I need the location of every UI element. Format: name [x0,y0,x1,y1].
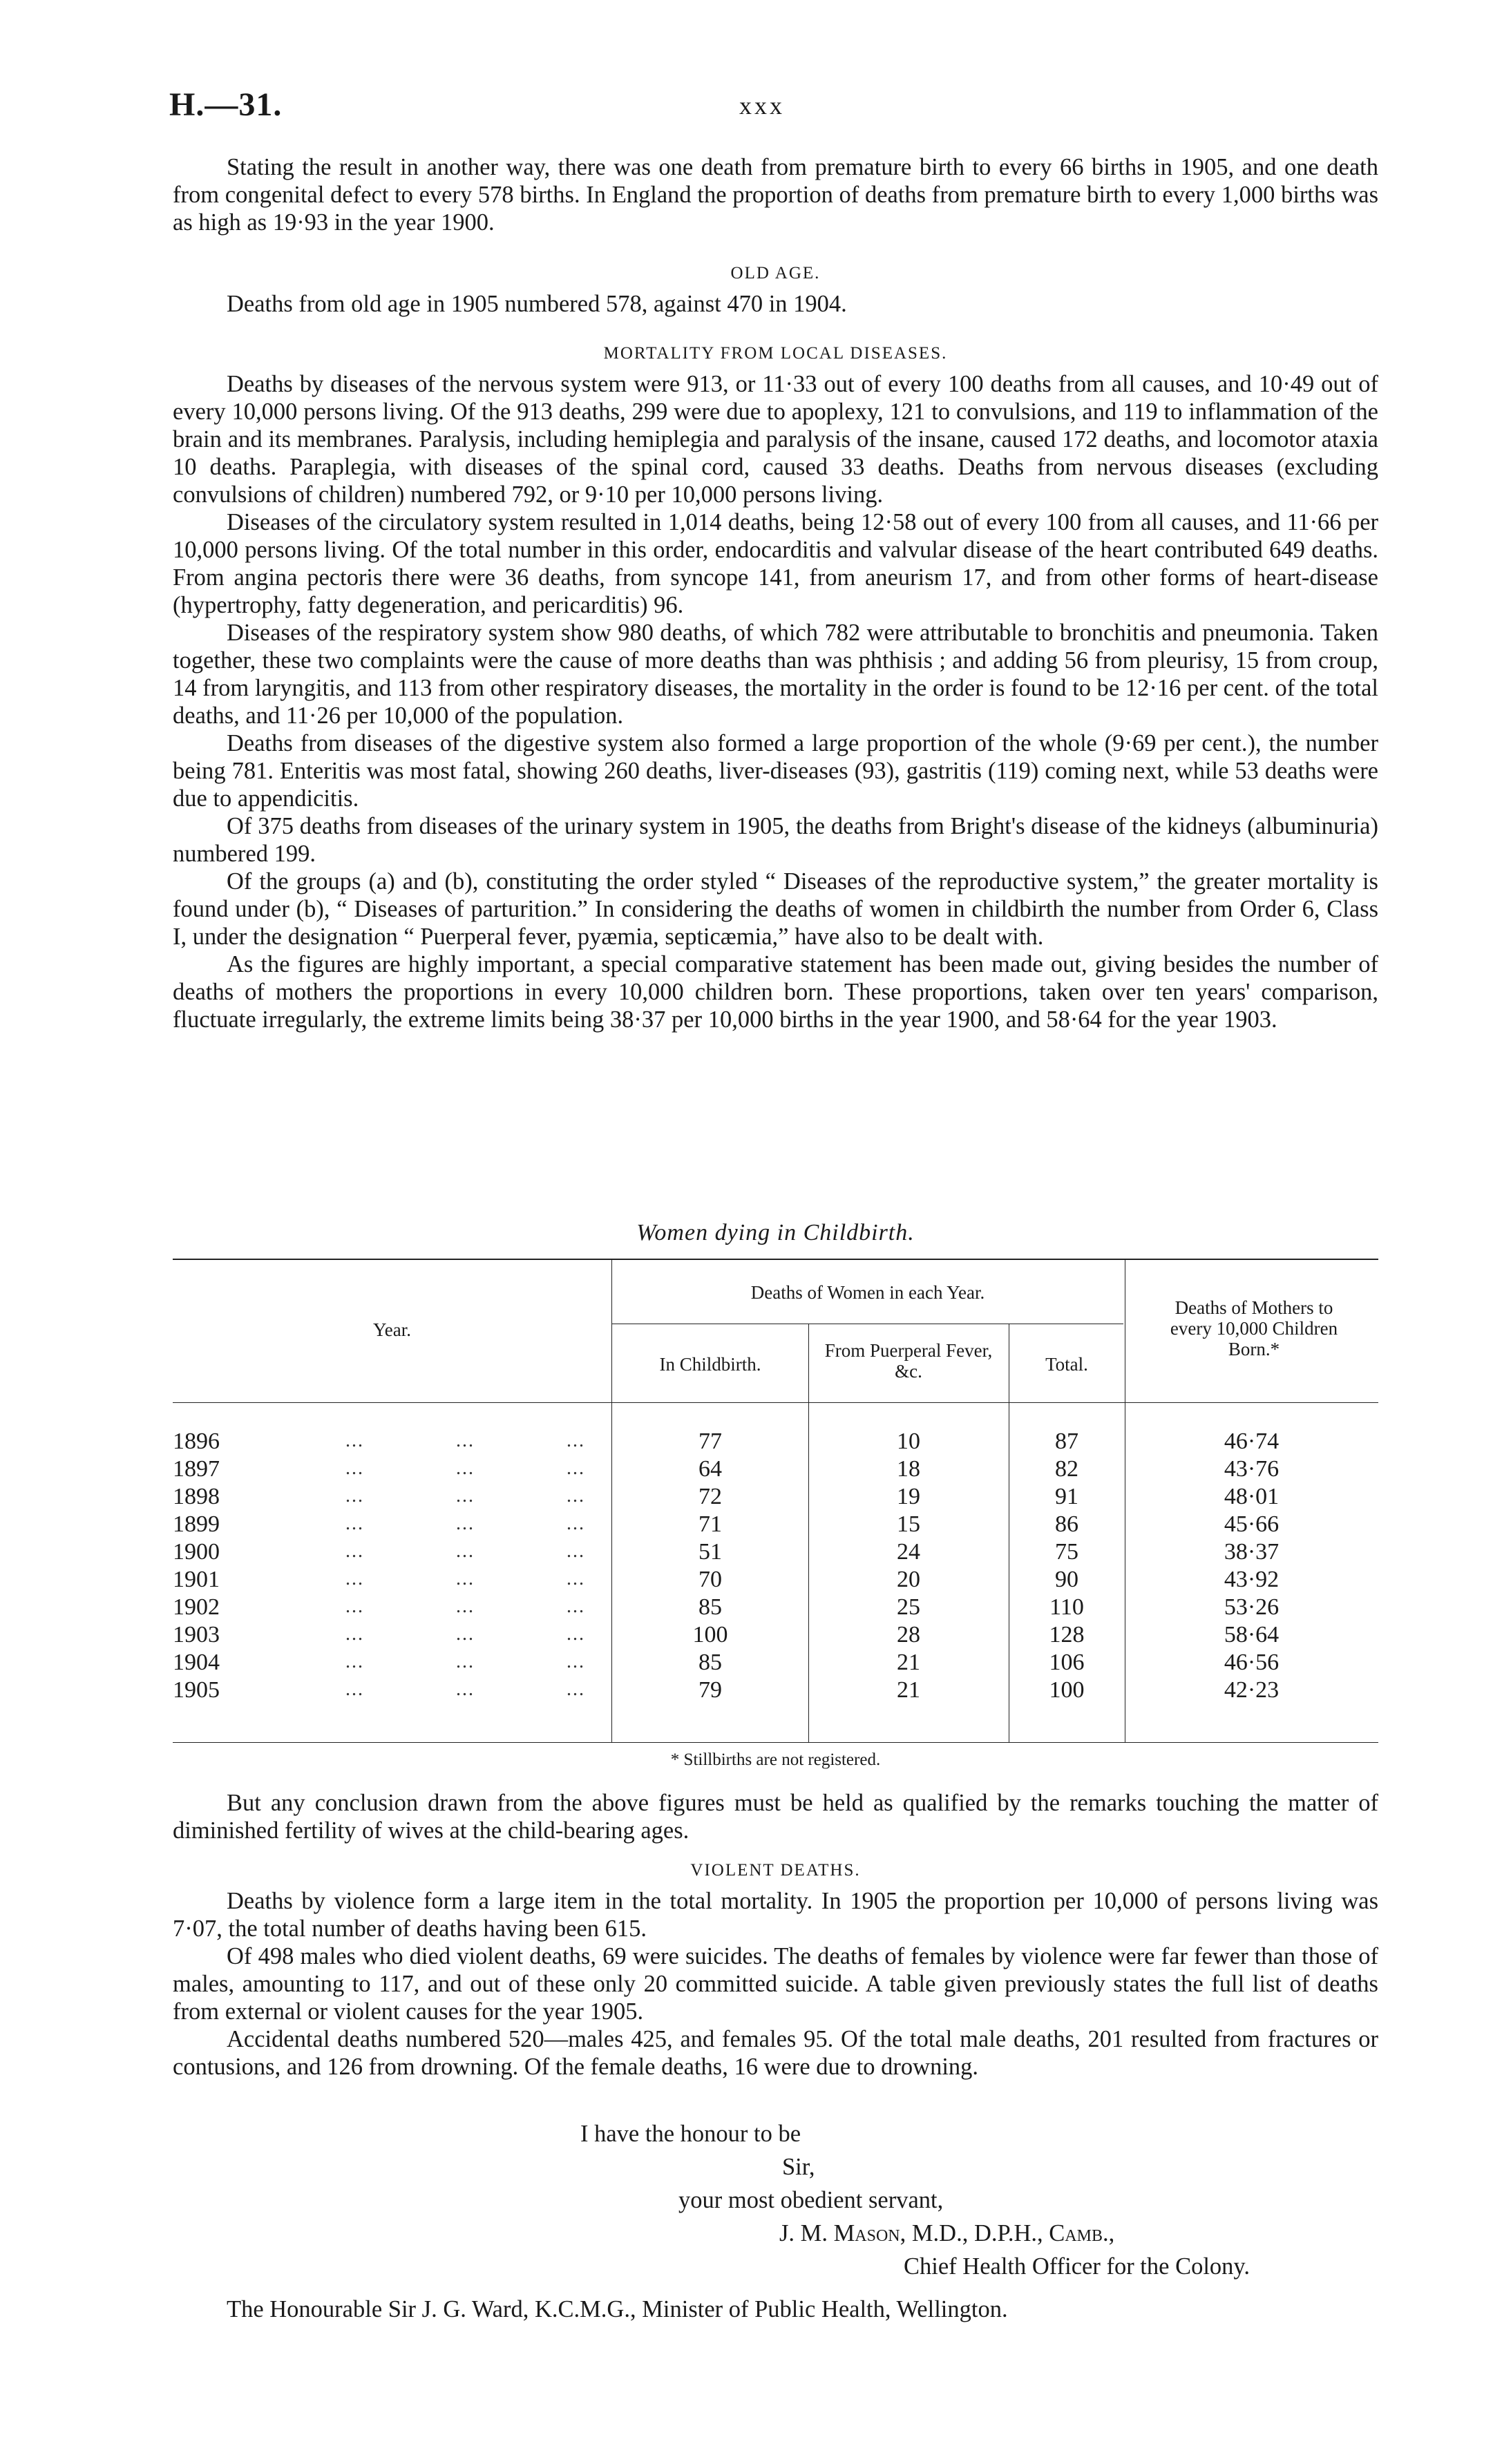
puerperal-cell: 19 [897,1484,920,1509]
addressee: The Honourable Sir J. G. Ward, K.C.M.G., Minister of Public Health, Wellington. [227,2296,1008,2322]
leader-dots: ... [456,1540,475,1562]
childbirth-cell: 71 [698,1511,722,1537]
childbirth-header: In Childbirth. [659,1354,761,1375]
puerperal-cell: 18 [897,1456,920,1482]
leader-dots: ... [456,1596,475,1617]
childbirth-table [173,1259,1378,1744]
reproductive-paragraph: Of the groups (a) and (b), constituting the order styled “ Diseases of the reproductive system,” the greater mortality is found under (b), “ Diseases of parturition.” In considering the deaths of women in childbirth the number from Order 6, Class I, under the designation “ Puerperal fever, pyæmia, septicæmia,” have also to be dealt with. [173,868,1378,950]
nervous-paragraph: Deaths by diseases of the nervous system were 913, or 11·33 out of every 100 deaths from all causes, and 10·49 out of every 10,000 persons living. Of the 913 deaths, 299 were due to apoplexy, 121 to convulsions, and 119 to inflammation of the brain and its membranes. Paralysis, including hemiplegia and paralysis of the insane, caused 172 deaths, and locomotor ataxia 10 deaths. Paraplegia, with diseases of the spinal cord, caused 33 deaths. Deaths from nervous diseases (excluding convulsions of children) numbered 792, or 9·10 per 10,000 persons living. [173,371,1378,508]
leader-dots: ... [345,1430,364,1451]
total-cell: 82 [1055,1456,1078,1482]
rate-cell: 43·76 [1224,1456,1280,1482]
violent-paragraph-1: Deaths by violence form a large item in the total mortality. In 1905 the proportion per 10,000 of persons living was 7·07, the total number of deaths having been 615. [173,1888,1378,1942]
leader-dots: ... [345,1540,364,1562]
after-table-section [173,1789,1378,1844]
old-age-heading: OLD AGE. [730,264,821,283]
urinary-paragraph: Of 375 deaths from diseases of the urinary system in 1905, the deaths from Bright's disease of the kidneys (albuminuria) numbered 199. [173,813,1378,867]
leader-dots: ... [567,1623,585,1645]
intro-section [173,153,1378,236]
leader-dots: ... [456,1513,475,1534]
total-cell: 90 [1055,1567,1078,1592]
childbirth-cell: 51 [698,1539,722,1565]
old-age-paragraph: Deaths from old age in 1905 numbered 578, against 470 in 1904. [227,291,847,317]
leader-dots: ... [345,1513,364,1534]
year-cell: 1900 [173,1539,220,1565]
year-cell: 1905 [173,1677,220,1703]
leader-dots: ... [345,1651,364,1672]
rate-cell: 48·01 [1224,1484,1280,1509]
group-header: Deaths of Women in each Year. [750,1282,985,1303]
rate-header: Deaths of Mothers to every 10,000 Children Born.* [1170,1297,1338,1359]
leader-dots: ... [456,1430,475,1451]
total-cell: 91 [1055,1484,1078,1509]
leader-dots: ... [456,1485,475,1507]
year-cell: 1896 [173,1429,220,1454]
table-top-rule [173,1259,1378,1260]
rate-cell: 53·26 [1224,1594,1280,1620]
intro-paragraph: Stating the result in another way, there was one death from premature birth to every 66 births in 1905, and one death from congenital defect to every 578 births. In England the proportion of deaths from premature birth to every 1,000 births was as high as 19·93 in the year 1900. [173,154,1378,236]
puerperal-cell: 25 [897,1594,920,1620]
table-bottom-rule [173,1742,1378,1743]
rate-cell: 46·56 [1224,1650,1280,1675]
total-cell: 106 [1049,1650,1085,1675]
childbirth-cell: 70 [698,1567,722,1592]
puerperal-cell: 24 [897,1539,920,1565]
leader-dots: ... [345,1679,364,1700]
puerperal-header: From Puerperal Fever, &c. [824,1340,993,1382]
year-cell: 1897 [173,1456,220,1482]
leader-dots: ... [456,1458,475,1479]
leader-dots: ... [567,1513,585,1534]
puerperal-cell: 20 [897,1567,920,1592]
closing-line-1: I have the honour to be [580,2121,801,2147]
childbirth-cell: 79 [698,1677,722,1703]
puerperal-cell: 21 [897,1650,920,1675]
total-cell: 110 [1049,1594,1084,1620]
leader-dots: ... [456,1623,475,1645]
year-header: Year. [372,1319,411,1340]
leader-dots: ... [345,1623,364,1645]
leader-dots: ... [567,1596,585,1617]
digestive-paragraph: Deaths from diseases of the digestive system also formed a large proportion of the whole (9·69 per cent.), the number being 781. Enteritis was most fatal, showing 260 deaths, liver-diseases (93), gastritis (119) coming next, while 53 deaths were due to appendicitis. [173,730,1378,812]
total-header: Total. [1045,1354,1088,1375]
leader-dots: ... [567,1430,585,1451]
total-cell: 128 [1049,1622,1085,1648]
leader-dots: ... [567,1651,585,1672]
signature-title: Chief Health Officer for the Colony. [904,2253,1250,2280]
closing-line-2: Sir, [782,2154,815,2180]
table-footnote: * Stillbirths are not registered. [670,1750,881,1769]
old-age-section [173,290,1378,318]
statement-paragraph: As the figures are highly important, a special comparative statement has been made out, giving besides the number of deaths of mothers the proportions in every 10,000 children born. These proportions, taken over ten years' comparison, fluctuate irregularly, the extreme limits being 38·37 per 10,000 births in the year 1900, and 58·64 for the year 1903. [173,951,1378,1033]
rate-cell: 43·92 [1224,1567,1280,1592]
after-table-paragraph: But any conclusion drawn from the above figures must be held as qualified by the remarks touching the matter of diminished fertility of wives at the child-bearing ages. [173,1790,1378,1844]
rate-cell: 58·64 [1224,1622,1280,1648]
year-cell: 1903 [173,1622,220,1648]
leader-dots: ... [345,1458,364,1479]
violent-deaths-heading: VIOLENT DEATHS. [690,1861,861,1880]
respiratory-paragraph: Diseases of the respiratory system show 980 deaths, of which 782 were attributable to bronchitis and pneumonia. Taken together, these two complaints were the cause of more deaths than was phthisis ; and adding 56 from pleurisy, 15 from croup, 14 from laryngitis, and 113 from other respiratory diseases, the mortality in the order is found to be 12·16 per cent. of the total deaths, and 11·26 per 10,000 of the population. [173,620,1378,729]
page-number: xxx [739,92,785,120]
childbirth-cell: 100 [692,1622,728,1648]
table-caption: Women dying in Childbirth. [636,1220,915,1245]
violent-deaths-section [173,1887,1378,2081]
signature: J. M. Mason, M.D., D.P.H., Camb., [779,2220,1115,2246]
leader-dots: ... [456,1679,475,1700]
childbirth-cell: 72 [698,1484,722,1509]
local-diseases-section [173,370,1378,1033]
leader-dots: ... [567,1679,585,1700]
table-header-rule [173,1402,1378,1403]
year-cell: 1901 [173,1567,220,1592]
leader-dots: ... [345,1485,364,1507]
total-cell: 87 [1055,1429,1078,1454]
puerperal-cell: 15 [897,1511,920,1537]
leader-dots: ... [345,1568,364,1589]
leader-dots: ... [567,1485,585,1507]
childbirth-cell: 77 [698,1429,722,1454]
leader-dots: ... [456,1568,475,1589]
puerperal-cell: 10 [897,1429,920,1454]
puerperal-cell: 28 [897,1622,920,1648]
circulatory-paragraph: Diseases of the circulatory system resulted in 1,014 deaths, being 12·58 out of every 100 from all causes, and 11·66 per 10,000 persons living. Of the total number in this order, endocarditis and valvular disease of the heart contributed 649 deaths. From angina pectoris there were 36 deaths, from syncope 141, from aneurism 17, and from other forms of heart-disease (hypertrophy, fatty degeneration, and pericarditis) 96. [173,509,1378,618]
leader-dots: ... [567,1458,585,1479]
total-cell: 75 [1055,1539,1078,1565]
childbirth-cell: 85 [698,1594,722,1620]
violent-paragraph-2: Of 498 males who died violent deaths, 69 were suicides. The deaths of females by violence were far fewer than those of males, amounting to 117, and out of these only 20 committed suicide. A table given previously states the full list of deaths from external or violent causes for the year 1905. [173,1943,1378,2025]
rate-cell: 45·66 [1224,1511,1280,1537]
total-cell: 86 [1055,1511,1078,1537]
rate-cell: 42·23 [1224,1677,1280,1703]
year-cell: 1904 [173,1650,220,1675]
rate-cell: 46·74 [1224,1429,1280,1454]
leader-dots: ... [456,1651,475,1672]
violent-paragraph-3: Accidental deaths numbered 520—males 425, and females 95. Of the total male deaths, 201 resulted from fractures or contusions, and 126 from drowning. Of the female deaths, 16 were due to drowning. [173,2026,1378,2080]
page-code: H.—31. [169,86,283,123]
local-diseases-heading: MORTALITY FROM LOCAL DISEASES. [603,344,948,363]
rate-cell: 38·37 [1224,1539,1280,1565]
year-cell: 1899 [173,1511,220,1537]
total-cell: 100 [1049,1677,1085,1703]
year-cell: 1898 [173,1484,220,1509]
puerperal-cell: 21 [897,1677,920,1703]
leader-dots: ... [567,1540,585,1562]
childbirth-cell: 64 [698,1456,722,1482]
closing-line-3: your most obedient servant, [678,2187,944,2213]
childbirth-cell: 85 [698,1650,722,1675]
year-cell: 1902 [173,1594,220,1620]
leader-dots: ... [345,1596,364,1617]
leader-dots: ... [567,1568,585,1589]
